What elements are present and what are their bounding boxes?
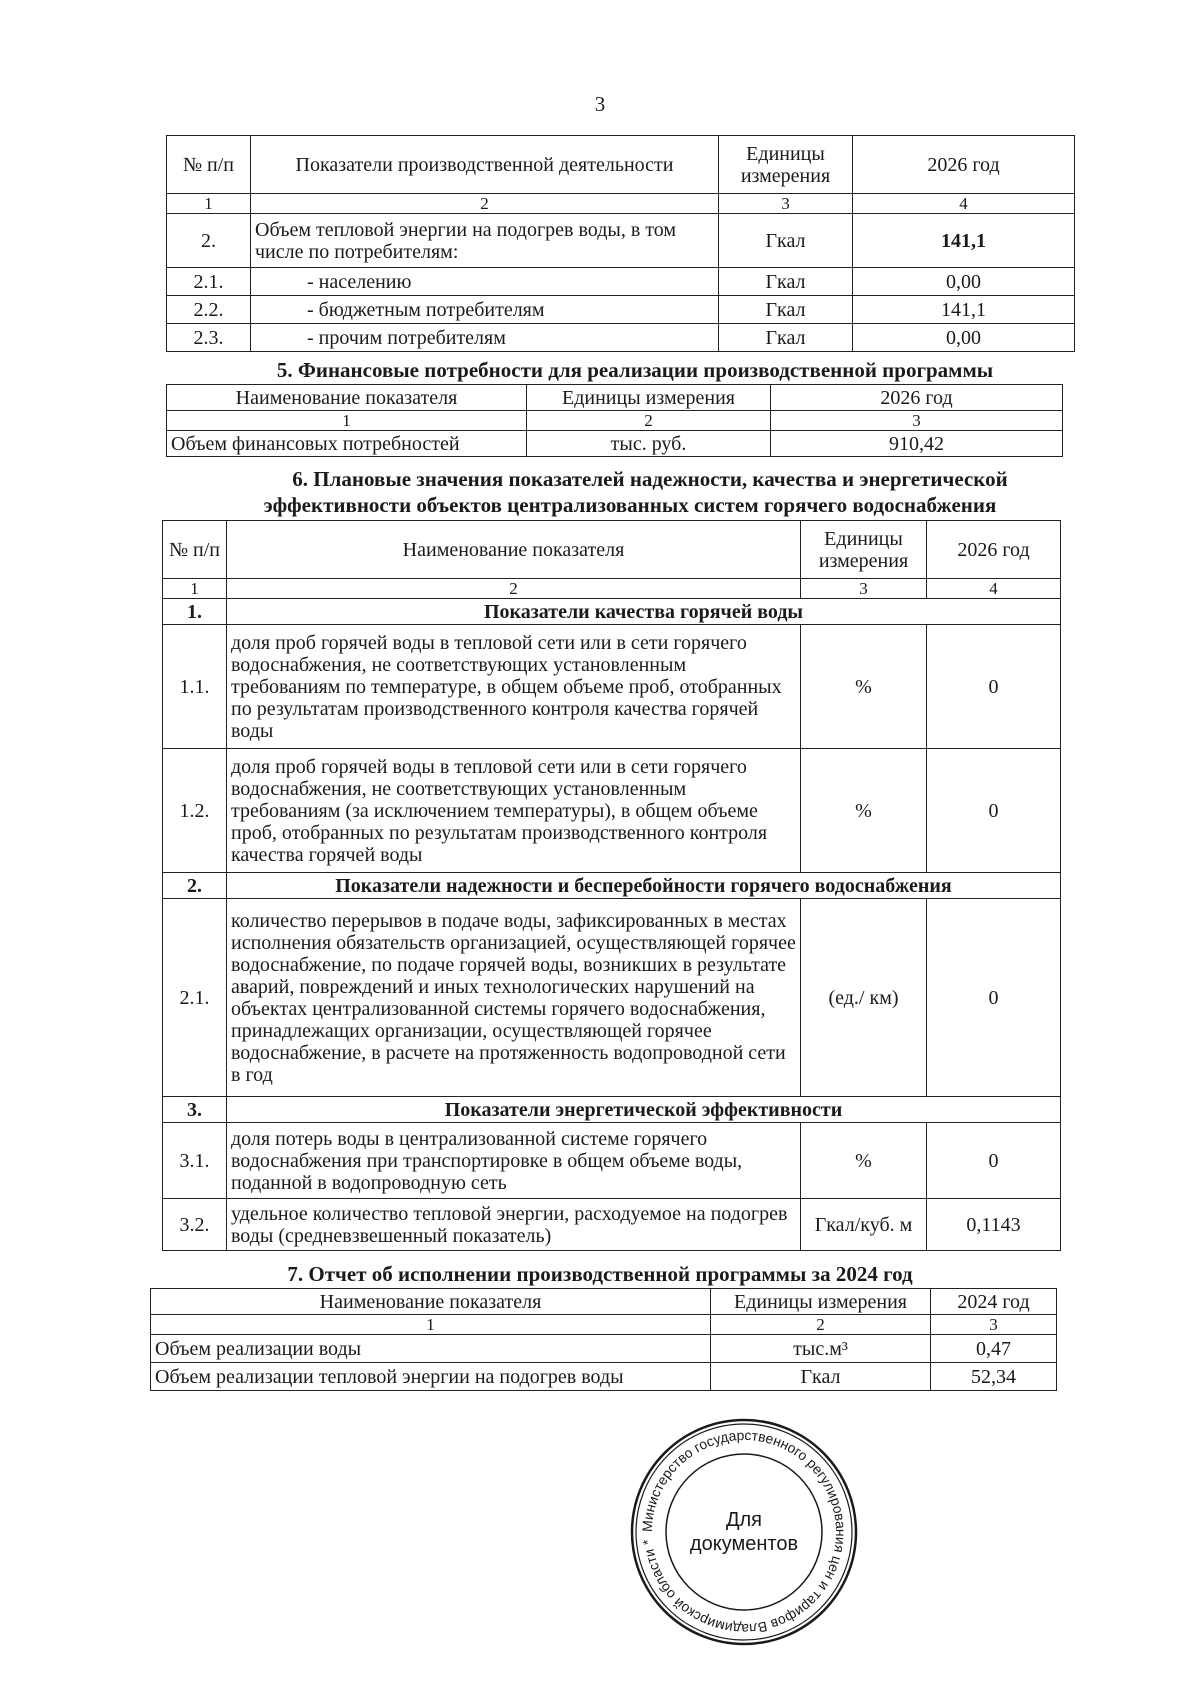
table-row: 3.2. удельное количество тепловой энергии, расходуемое на подогрев воды (средневзвешенный показатель) Гкал/куб. м 0,1143 bbox=[163, 1199, 1061, 1251]
index-cell: 2 bbox=[251, 194, 719, 214]
page-number: 3 bbox=[594, 92, 606, 116]
table-row: 1.1. доля проб горячей воды в тепловой сети или в сети горячего водоснабжения, не соответствующих установленным требованиям по температуре, в общем объеме проб, отобранных по результатам производственного контроля качества горячей воды % 0 bbox=[163, 625, 1061, 749]
table-row: 2. Объем тепловой энергии на подогрев воды, в том числе по потребителям: Гкал 141,1 bbox=[167, 214, 1075, 268]
index-cell: 1 bbox=[167, 194, 251, 214]
table-row: 2.1. - населению Гкал 0,00 bbox=[167, 268, 1075, 296]
stamp-center-line1: Для bbox=[725, 1509, 763, 1531]
index-cell: 3 bbox=[719, 194, 853, 214]
header-year: 2026 год bbox=[853, 136, 1075, 194]
volume-table bbox=[166, 135, 1075, 352]
finance-table: Наименование показателя Единицы измерения 2026 год 1 2 3 Объем финансовых потребностей тыс. руб. 910,42 bbox=[166, 384, 1063, 457]
official-stamp bbox=[628, 1416, 860, 1648]
header-unit: Единицы измерения bbox=[719, 136, 853, 194]
section5-title: 5. Финансовые потребности для реализации производственной программы bbox=[276, 358, 994, 382]
indicators-table: № п/п Наименование показателя Единицы измерения 2026 год 1 2 3 4 1. Показатели качества горячей воды 1.1. доля проб горячей воды в тепловой сети или в сети горячего водоснабжения, не соответствующих установленным требованиям по температуре, в общем объеме проб, отобранных по результатам производственного контроля качества горячей воды % 0 1.2. доля проб горячей воды в тепловой сети или в сети горячего водоснабжения, не соответствующих установленным требованиям (за исключением температуры), в общем объеме проб, отобранных по результатам производственного контроля качества горячей воды % 0 2. Показатели надежности и бесперебойности горячего водоснабжения 2.1. количество перерывов в подаче воды, зафиксированных в местах исполнения обязательств организацией, осуществляющей горячее водоснабжение, по подаче горячей воды, возникших в результате аварий, повреждений и иных технологических нарушений на объектах централизованной системы горячего водоснабжения, принадлежащих организации, осуществляющей горячее водоснабжение, в расчете на протяженность водопроводной сети в год (ед./ км) 0 3. Показатели энергетической эффективности 3.1. доля потерь воды в централизованной системе горячего водоснабжения при транспортировке в общем объеме воды, поданной в водопроводную сеть % 0 3.2. удельное количество тепловой энергии, расходуемое на подогрев воды (средневзвешенный показатель) Гкал/куб. м 0,1143 bbox=[162, 520, 1061, 1251]
table-row: Объем реализации воды тыс.м³ 0,47 bbox=[151, 1335, 1057, 1363]
stamp-ring-text: Министерство государственного регулирования цен и тарифов Владимирской области * bbox=[638, 1426, 850, 1638]
header-indicator: Показатели производственной деятельности bbox=[251, 136, 719, 194]
table-row: 2.3. - прочим потребителям Гкал 0,00 bbox=[167, 324, 1075, 352]
group-row: 1. Показатели качества горячей воды bbox=[163, 599, 1061, 625]
group-row: 3. Показатели энергетической эффективности bbox=[163, 1097, 1061, 1123]
table-row: Объем финансовых потребностей тыс. руб. 910,42 bbox=[167, 431, 1063, 457]
table-row: 3.1. доля потерь воды в централизованной системе горячего водоснабжения при транспортировке в общем объеме воды, поданной в водопроводную сеть % 0 bbox=[163, 1123, 1061, 1199]
table-row: Объем реализации тепловой энергии на подогрев воды Гкал 52,34 bbox=[151, 1363, 1057, 1391]
header-num: № п/п bbox=[167, 136, 251, 194]
index-cell: 4 bbox=[853, 194, 1075, 214]
table-row: 2.1. количество перерывов в подаче воды, зафиксированных в местах исполнения обязательств организацией, осуществляющей горячее водоснабжение, по подаче горячей воды, возникших в результате аварий, повреждений и иных технологических нарушений на объектах централизованной системы горячего водоснабжения, принадлежащих организации, осуществляющей горячее водоснабжение, в расчете на протяженность водопроводной сети в год (ед./ км) 0 bbox=[163, 899, 1061, 1097]
group-row: 2. Показатели надежности и бесперебойности горячего водоснабжения bbox=[163, 873, 1061, 899]
stamp-center-line2: документов bbox=[689, 1533, 799, 1555]
section6-title-line2: эффективности объектов централизованных систем горячего водоснабжения bbox=[263, 493, 997, 517]
table-row: 1.2. доля проб горячей воды в тепловой сети или в сети горячего водоснабжения, не соответствующих установленным требованиям (за исключением температуры), в общем объеме проб, отобранных по результатам производственного контроля качества горячей воды % 0 bbox=[163, 749, 1061, 873]
table-row: 2.2. - бюджетным потребителям Гкал 141,1 bbox=[167, 296, 1075, 324]
report-table: Наименование показателя Единицы измерения 2024 год 1 2 3 Объем реализации воды тыс.м³ 0,47 Объем реализации тепловой энергии на подогрев воды Гкал 52,34 bbox=[150, 1288, 1057, 1391]
section7-title: 7. Отчет об исполнении производственной программы за 2024 год bbox=[287, 1262, 913, 1286]
section6-title-line1: 6. Плановые значения показателей надежности, качества и энергетической bbox=[292, 467, 1008, 491]
